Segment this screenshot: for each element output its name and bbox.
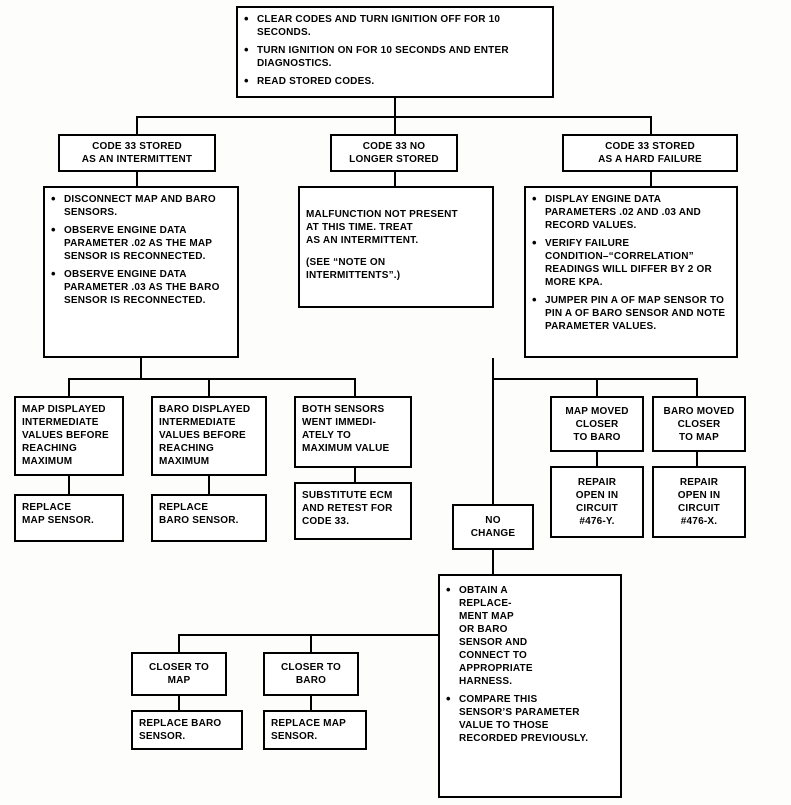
- connector-to-hardfailure: [650, 116, 652, 134]
- compare-line-3: VALUE TO THOSE: [459, 720, 549, 731]
- hard-failure-action-2: • VERIFY FAILURE CONDITION–“CORRELATION” READINGS WILL DIFFER BY 2 OR MORE KPA.: [532, 237, 730, 289]
- connector-to-map-moved: [596, 378, 598, 396]
- connector-no-change-down: [492, 550, 494, 574]
- connector-both-sensors-down: [354, 468, 356, 482]
- no-change-line-1: NO: [485, 515, 501, 526]
- connector-hardfailure-actions-down: [492, 358, 494, 378]
- node-map-displayed: [14, 396, 124, 476]
- node-repair-circuit-476y: [550, 466, 644, 538]
- intermittent-action-2: • OBSERVE ENGINE DATA PARAMETER .02 AS THE MAP SENSOR IS RECONNECTED.: [51, 224, 231, 263]
- baro-displayed-line-4: REACHING: [159, 443, 214, 454]
- connector-hardfailure-bar: [492, 378, 696, 380]
- map-displayed-line-4: REACHING: [22, 443, 77, 454]
- node-repair-circuit-476x: [652, 466, 746, 538]
- replace-map-2-line-1: REPLACE MAP: [271, 718, 346, 729]
- node-baro-moved-closer-to-map: [652, 396, 746, 452]
- node-replace-baro-sensor-2: [131, 710, 243, 750]
- malfunction-line-3: AS AN INTERMITTENT.: [306, 235, 419, 246]
- connector-closer-map-down: [178, 696, 180, 710]
- intermittent-action-3: • OBSERVE ENGINE DATA PARAMETER .03 AS THE BARO SENSOR IS RECONNECTED.: [51, 268, 231, 307]
- connector-hardfailure-down: [650, 172, 652, 186]
- obtain-line-1: • OBTAIN A: [459, 585, 508, 596]
- repair-476x-line-4: #476-X.: [680, 516, 718, 527]
- replace-map-1-line-2: MAP SENSOR.: [22, 515, 95, 526]
- repair-476y-line-4: #476-Y.: [579, 516, 615, 527]
- repair-476y-line-3: CIRCUIT: [576, 503, 618, 514]
- closer-to-baro-line-1: CLOSER TO: [281, 662, 341, 673]
- substitute-ecm-line-1: SUBSTITUTE ECM: [302, 490, 393, 501]
- closer-to-baro-line-2: BARO: [295, 675, 327, 686]
- connector-baro-moved-down: [696, 452, 698, 466]
- node-no-change: [452, 504, 534, 550]
- connector-notstored-down: [394, 172, 396, 186]
- map-moved-line-1: MAP MOVED: [565, 405, 629, 417]
- code33-intermittent-line-2: AS AN INTERMITTENT: [81, 154, 193, 165]
- obtain-line-5: SENSOR AND: [459, 637, 528, 648]
- connector-intermittent-actions-down: [140, 358, 142, 378]
- connector-obtain-left-bar: [178, 634, 440, 636]
- compare-line-1: • COMPARE THIS: [459, 694, 538, 705]
- node-malfunction-not-present: [298, 186, 494, 308]
- connector-to-notstored: [394, 116, 396, 134]
- baro-displayed-line-3: VALUES BEFORE: [159, 430, 246, 441]
- node-both-sensors-max: [294, 396, 412, 468]
- obtain-replacement-bullet-2: [446, 693, 614, 745]
- map-displayed-line-3: VALUES BEFORE: [22, 430, 109, 441]
- substitute-ecm-line-2: AND RETEST FOR: [302, 503, 393, 514]
- repair-476y-line-1: REPAIR: [577, 477, 617, 488]
- connector-intermittent-down: [136, 172, 138, 186]
- replace-baro-2-line-1: REPLACE BARO: [139, 718, 222, 729]
- node-map-moved-closer-to-baro: [550, 396, 644, 452]
- node-replace-baro-sensor-1: [151, 494, 267, 542]
- no-change-line-2: CHANGE: [470, 528, 516, 539]
- obtain-line-7: APPROPRIATE: [459, 663, 533, 674]
- obtain-line-2: REPLACE-: [459, 598, 512, 609]
- malfunction-line-2: AT THIS TIME. TREAT: [306, 222, 413, 233]
- node-code33-intermittent: [58, 134, 216, 172]
- node-intermittent-actions: [43, 186, 239, 358]
- obtain-line-4: OR BARO: [459, 624, 508, 635]
- obtain-line-6: CONNECT TO: [459, 650, 527, 661]
- both-sensors-line-4: MAXIMUM VALUE: [302, 443, 390, 454]
- baro-displayed-line-2: INTERMEDIATE: [159, 417, 236, 428]
- node-hard-failure-actions: [524, 186, 738, 358]
- closer-to-map-line-2: MAP: [167, 675, 191, 686]
- map-displayed-line-2: INTERMEDIATE: [22, 417, 99, 428]
- compare-line-4: RECORDED PREVIOUSLY.: [459, 733, 589, 744]
- code33-hard-failure-line-1: CODE 33 STORED: [605, 141, 695, 152]
- code33-not-stored-line-1: CODE 33 NO: [362, 141, 426, 152]
- closer-to-map-line-1: CLOSER TO: [149, 662, 209, 673]
- map-displayed-line-1: MAP DISPLAYED: [22, 404, 106, 415]
- repair-476x-line-2: OPEN IN: [677, 490, 721, 501]
- connector-to-no-change: [492, 378, 494, 504]
- replace-baro-1-line-2: BARO SENSOR.: [159, 515, 239, 526]
- baro-moved-line-1: BARO MOVED: [663, 405, 735, 417]
- connector-results-bar: [68, 378, 356, 380]
- connector-closer-baro-down: [310, 696, 312, 710]
- intermittent-action-1: • DISCONNECT MAP AND BARO SENSORS.: [51, 193, 231, 219]
- start-bullet-3: • READ STORED CODES.: [244, 75, 546, 88]
- node-replace-map-sensor-2: [263, 710, 367, 750]
- start-bullet-2: • TURN IGNITION ON FOR 10 SECONDS AND ENTER DIAGNOSTICS.: [244, 44, 546, 70]
- malfunction-line-1: MALFUNCTION NOT PRESENT: [306, 209, 458, 220]
- connector-to-baro-displayed: [208, 378, 210, 396]
- map-displayed-line-5: MAXIMUM: [22, 456, 73, 467]
- connector-map-displayed-down: [68, 476, 70, 494]
- replace-baro-1-line-1: REPLACE: [159, 502, 209, 513]
- connector-to-closer-baro: [310, 634, 312, 652]
- repair-476x-line-3: CIRCUIT: [678, 503, 720, 514]
- connector-to-map-displayed: [68, 378, 70, 396]
- node-start: [236, 6, 554, 98]
- node-code33-not-stored: [330, 134, 458, 172]
- node-replace-map-sensor-1: [14, 494, 124, 542]
- node-code33-hard-failure: [562, 134, 738, 172]
- obtain-line-3: MENT MAP: [459, 611, 514, 622]
- baro-displayed-line-1: BARO DISPLAYED: [159, 404, 251, 415]
- connector-to-both-sensors: [354, 378, 356, 396]
- node-baro-displayed: [151, 396, 267, 476]
- both-sensors-line-3: ATELY TO: [302, 430, 352, 441]
- hard-failure-action-1: • DISPLAY ENGINE DATA PARAMETERS .02 AND .03 AND RECORD VALUES.: [532, 193, 730, 232]
- both-sensors-line-2: WENT IMMEDI-: [302, 417, 377, 428]
- connector-to-intermittent: [136, 116, 138, 134]
- map-moved-line-2: CLOSER: [575, 418, 619, 430]
- connector-map-moved-down: [596, 452, 598, 466]
- replace-baro-2-line-2: SENSOR.: [139, 731, 186, 742]
- connector-to-closer-map: [178, 634, 180, 652]
- both-sensors-line-1: BOTH SENSORS: [302, 404, 385, 415]
- hard-failure-action-3: • JUMPER PIN A OF MAP SENSOR TO PIN A OF BARO SENSOR AND NOTE PARAMETER VALUES.: [532, 294, 730, 333]
- replace-map-2-line-2: SENSOR.: [271, 731, 318, 742]
- malfunction-line-4: (SEE “NOTE ON: [306, 257, 386, 268]
- malfunction-line-5: INTERMITTENTS”.): [306, 270, 401, 281]
- start-bullet-1: • CLEAR CODES AND TURN IGNITION OFF FOR 10 SECONDS.: [244, 13, 546, 39]
- node-obtain-replacement-sensor: [438, 574, 622, 798]
- obtain-line-8: HARNESS.: [459, 676, 513, 687]
- replace-map-1-line-1: REPLACE: [22, 502, 72, 513]
- node-closer-to-map: [131, 652, 227, 696]
- node-closer-to-baro: [263, 652, 359, 696]
- node-substitute-ecm: [294, 482, 412, 540]
- code33-not-stored-line-2: LONGER STORED: [349, 154, 439, 165]
- obtain-replacement-bullet-1: [446, 584, 614, 688]
- code33-hard-failure-line-2: AS A HARD FAILURE: [598, 154, 702, 165]
- repair-476y-line-2: OPEN IN: [575, 490, 619, 501]
- map-moved-line-3: TO BARO: [573, 431, 621, 443]
- connector-baro-displayed-down: [208, 476, 210, 494]
- repair-476x-line-1: REPAIR: [679, 477, 719, 488]
- baro-displayed-line-5: MAXIMUM: [159, 456, 210, 467]
- baro-moved-line-3: TO MAP: [679, 431, 719, 443]
- connector-to-baro-moved: [696, 378, 698, 396]
- code33-intermittent-line-1: CODE 33 STORED: [92, 141, 182, 152]
- compare-line-2: SENSOR’S PARAMETER: [459, 707, 580, 718]
- connector-start-down: [394, 98, 396, 116]
- substitute-ecm-line-3: CODE 33.: [302, 516, 350, 527]
- baro-moved-line-2: CLOSER: [677, 418, 721, 430]
